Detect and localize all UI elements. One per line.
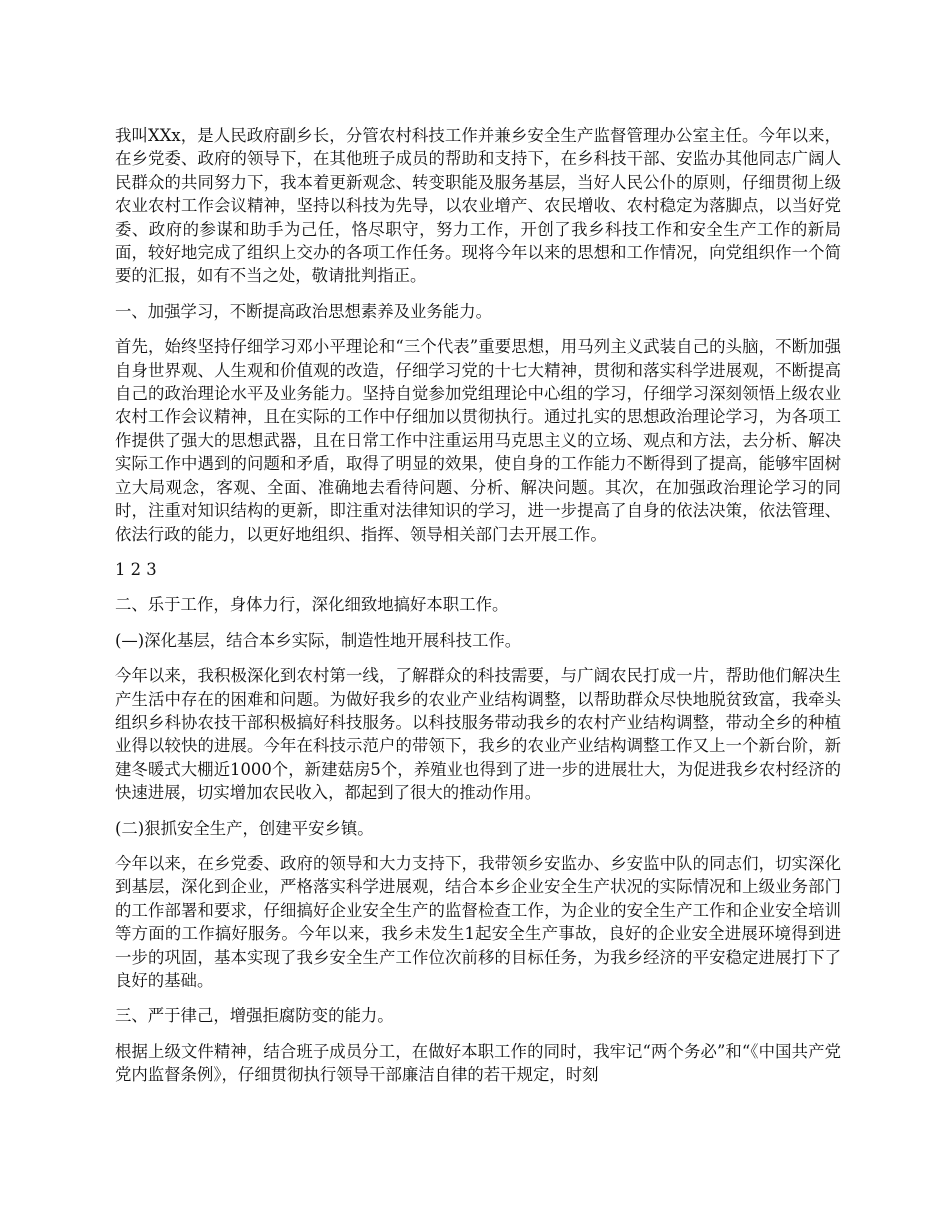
document-body [115, 124, 841, 1099]
intro-paragraph: 我叫XXx，是人民政府副乡长，分管农村科技工作并兼乡安全生产监督管理办公室主任。今年以来，在乡党委、政府的领导下，在其他班子成员的帮助和支持下，在乡科技干部、安监办其他同志广阔人民群众的共同努力下，我本着更新观念、转变职能及服务基层，当好人民公仆的原则，仔细贯彻上级农业农村工作会议精神，坚持以科技为先导，以农业增产、农民增收、农村稳定为落脚点，以当好党委、政府的参谋和助手为己任，恪尽职守，努力工作，开创了我乡科技工作和安全生产工作的新局面，较好地完成了组织上交办的各项工作任务。现将今年以来的思想和工作情况，向党组织作一个简要的汇报，如有不当之处，敬请批判指正。 [115, 126, 841, 286]
technology-paragraph: 今年以来，我积极深化到农村第一线，了解群众的科技需要，与广阔农民打成一片，帮助他们解决生产生活中存在的困难和问题。为做好我乡的农业产业结构调整，以帮助群众尽快地脱贫致富，我牵头组织乡科协农技干部积极搞好科技服务。以科技服务带动我乡的农村产业结构调整，带动全乡的种植业得以较快的进展。今年在科技示范户的带领下，我乡的农业产业结构调整工作又上一个新台阶，新建冬暖式大棚近1000个，新建菇房5个，养殖业也得到了进一步的进展壮大，为促进我乡农村经济的快速进展，切实增加农民收入，都起到了很大的推动作用。 [115, 666, 841, 803]
page-numbers: 1 2 3 [115, 559, 157, 579]
subsection-heading-2: (二)狠抓安全生产，创建平安乡镇。 [115, 818, 374, 838]
section-heading-1: 一、加强学习，不断提高政治思想素养及业务能力。 [115, 301, 492, 321]
section-heading-3: 三、严于律己，增强拒腐防变的能力。 [115, 1006, 394, 1026]
study-paragraph: 首先，始终坚持仔细学习邓小平理论和“三个代表”重要思想，用马列主义武装自己的头脑，不断加强自身世界观、人生观和价值观的改造，仔细学习党的十七大精神，贯彻和落实科学进展观，不断提高自己的政治理论水平及业务能力。坚持自觉参加党组理论中心组的学习，仔细学习深刻领悟上级农业农村工作会议精神，且在实际的工作中仔细加以贯彻执行。通过扎实的思想政治理论学习，为各项工作提供了强大的思想武器，且在日常工作中注重运用马克思主义的立场、观点和方法，去分析、解决实际工作中遇到的问题和矛盾，取得了明显的效果，使自身的工作能力不断得到了提高，能够牢固树立大局观念，客观、全面、准确地去看待问题、分析、解决问题。其次，在加强政治理论学习的同时，注重对知识结构的更新，即注重对法律知识的学习，进一步提高了自身的依法决策，依法管理、依法行政的能力，以更好地组织、指挥、领导相关部门去开展工作。 [115, 337, 841, 544]
subsection-heading-1: (—)深化基层，结合本乡实际，制造性地开展科技工作。 [115, 630, 522, 650]
discipline-paragraph: 根据上级文件精神，结合班子成员分工，在做好本职工作的同时，我牢记“两个务必”和“《中国共产党党内监督条例》，仔细贯彻执行领导干部廉洁自律的若干规定，时刻 [115, 1041, 841, 1085]
safety-paragraph: 今年以来，在乡党委、政府的领导和大力支持下，我带领乡安监办、乡安监中队的同志们，切实深化到基层，深化到企业，严格落实科学进展观，结合本乡企业安全生产状况的实际情况和上级业务部门的工作部署和要求，仔细搞好企业安全生产的监督检查工作，为企业的安全生产工作和企业安全培训等方面的工作搞好服务。今年以来，我乡未发生1起安全生产事故，良好的企业安全进展环境得到进一步的巩固，基本实现了我乡安全生产工作位次前移的目标任务，为我乡经济的平安稳定进展打下了良好的基础。 [115, 853, 841, 990]
section-heading-2: 二、乐于工作，身体力行，深化细致地搞好本职工作。 [115, 595, 509, 615]
